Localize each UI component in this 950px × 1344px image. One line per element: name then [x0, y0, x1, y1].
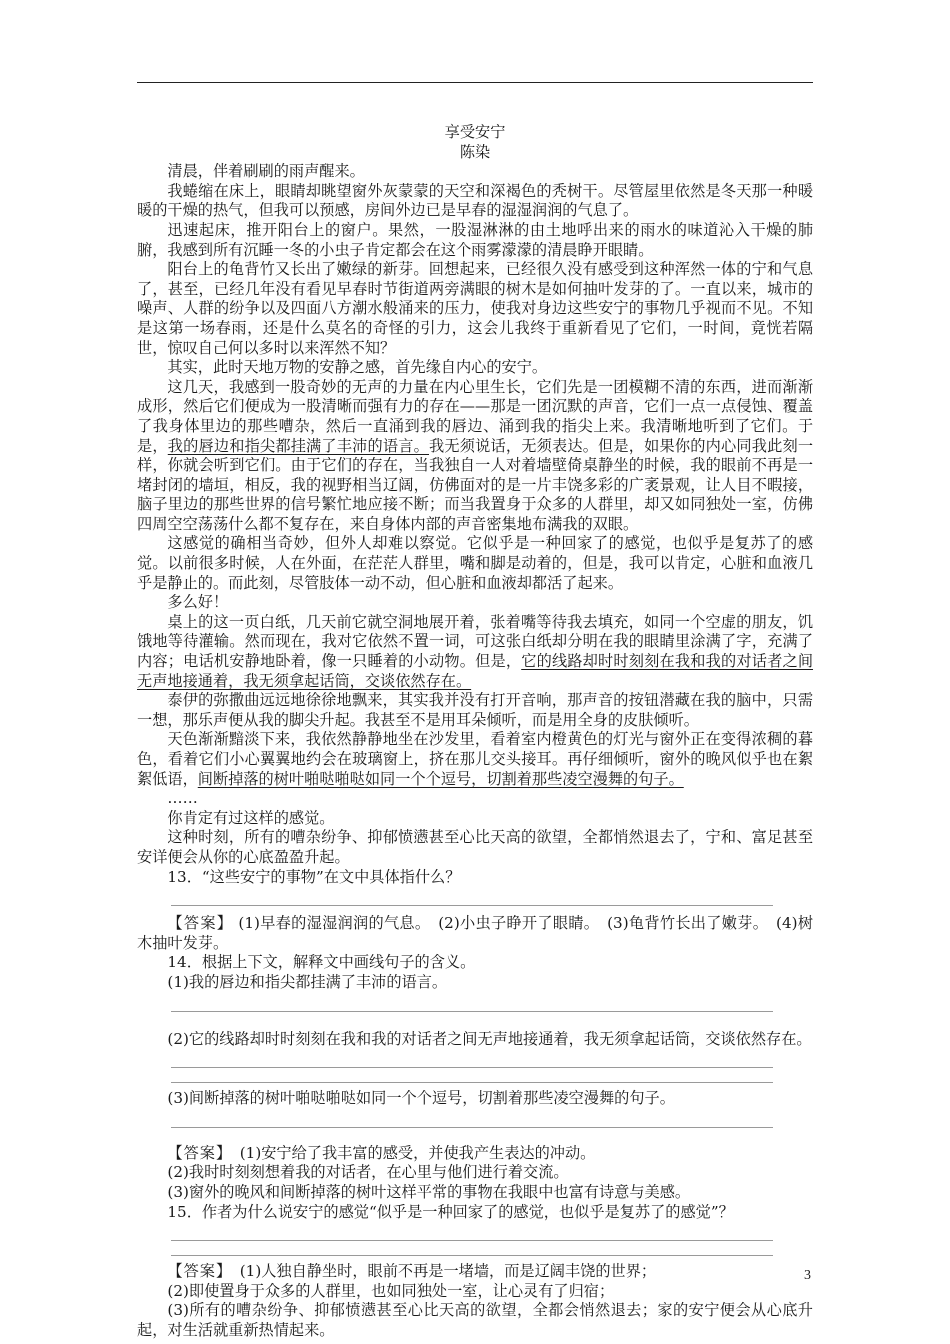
paragraph-1: 清晨，伴着刷刷的雨声醒来。 — [167, 162, 365, 181]
paragraph-4: 阳台上的龟背竹又长出了嫩绿的新芽。回想起来，已经很久没有感受到这种浑然一体的宁和气息了，甚至，已经几年没有看见早春时节街道两旁满眼的树木是如何抽叶发芽的了。一直以来，城市的噪声、人群的纷争以及四面八方潮水般涌来的压力，使我对身边这些安宁的事物几乎视而不见。不知是这第一场春雨，还是什么莫名的奇怪的引力，这会儿我终于重新看见了它们，一时间，竟恍若隔世，惊叹自己何以多时以来浑然不知？ — [137, 260, 813, 357]
answer-tag: 【答案】 — [167, 914, 234, 933]
paragraph-6-text-a: 这几天，我感到一股奇妙的无声的力量在内心里生长，它们先是一团模糊不清的东西，进而渐渐成形，然后它们便成为一股清晰而强有力的存在——那是一团沉默的声音，它们一点一点侵蚀、覆盖了我身体里边的那些嘈杂，然后一直涌到我的唇边、涌到我的指尖上来。我清晰地听到了它们。于是， — [137, 377, 813, 455]
question-15: 15．作者为什么说安宁的感觉“似乎是一种回家了的感觉，也似乎是复苏了的感觉”？ — [167, 1202, 734, 1221]
answer-14-1 — [137, 1144, 813, 1164]
paragraph-11-text-a: 天色渐渐黯淡下来，我依然静静地坐在沙发里，看着室内橙黄色的灯光与窗外正在变得浓稠的暮色，看着它们小心翼翼地约会在玻璃窗上，挤在那儿交头接耳。再仔细倾听，窗外的晚风似乎也在絮絮低语， — [137, 730, 813, 788]
paragraph-5: 其实，此时天地万物的安静之感，首先缘自内心的安宁。 — [167, 358, 548, 377]
page-number: 3 — [804, 1268, 811, 1283]
question-13: 13．“这些安宁的事物”在文中具体指什么？ — [167, 867, 461, 886]
paragraph-9 — [137, 613, 813, 691]
paragraph-7: 这感觉的确相当奇妙，但外人却难以察觉。它似乎是一种回家了的感觉，也似乎是复苏了的感觉。以前很多时候，人在外面，在茫茫人群里，嘴和脚是动着的，但是，我可以肯定，心脏和血液几乎是静止的。而此刻，尽管肢体一动不动，但心脏和血液却都活了起来。 — [137, 534, 813, 592]
answer-14-2: (2)我时时刻刻想着我的对话者，在心里与他们进行着交流。 — [167, 1163, 569, 1182]
answer-14-3: (3)窗外的晚风和间断掉落的树叶这样平常的事物在我眼中也富有诗意与美感。 — [167, 1182, 691, 1201]
answer-13-text: (1)早春的湿湿润润的气息。 (2)小虫子睁开了眼睛。 (3)龟背竹长出了嫩芽。 (4)树木抽叶发芽。 — [137, 914, 814, 952]
answer-tag: 【答案】 — [167, 1262, 225, 1281]
paragraph-6 — [137, 378, 813, 535]
article-title: 享受安宁 — [444, 123, 506, 141]
ellipsis: …… — [167, 789, 198, 808]
paragraph-2: 我蜷缩在床上，眼睛却眺望窗外灰蒙蒙的天空和深褐色的秃树干。尽管屋里依然是冬天那一种暖暖的干燥的热气，但我可以预感，房间外边已是早春的湿湿润润的气息了。 — [137, 181, 813, 220]
underlined-sentence-2: 它的线路却时时刻刻在我和我的对话者之间无声地接通着，我无须拿起话筒，交谈依然存在。 — [137, 652, 814, 690]
paragraph-10: 泰伊的弥撒曲远远地徐徐地飘来，其实我并没有打开音响，那声音的按钮潜藏在我的脑中，只需一想，那乐声便从我的脚尖升起。我甚至不是用耳朵倾听，而是用全身的皮肤倾听。 — [137, 691, 813, 729]
paragraph-13: 这种时刻，所有的嘈杂纷争、抑郁愤懑甚至心比天高的欲望，全都悄然退去了，宁和、富足甚至安详便会从你的心底盈盈升起。 — [137, 828, 813, 866]
answer-15-1-text: (1)人独自静坐时，眼前不再是一堵墙，而是辽阔丰饶的世界； — [239, 1262, 657, 1281]
answer-15-1 — [137, 1262, 813, 1282]
answer-15-3: (3)所有的嘈杂纷争、抑郁愤懑甚至心比天高的欲望，全都会悄然退去；家的安宁便会从心底升起，对生活就重新热情起来。 — [137, 1301, 813, 1339]
underlined-sentence-1: 我的唇边和指尖都挂满了丰沛的语言。 — [167, 436, 430, 455]
article-author: 陈染 — [459, 142, 491, 161]
paragraph-3: 迅速起床，推开阳台上的窗户。果然，一股湿淋淋的由土地呼出来的雨水的味道沁入干燥的肺腑，我感到所有沉睡一冬的小虫子肯定都会在这个雨雾濛濛的清晨睁开眼睛。 — [137, 220, 813, 259]
question-14-2: (2)它的线路却时时刻刻在我和我的对话者之间无声地接通着，我无须拿起话筒，交谈依然存在。 — [167, 1029, 812, 1048]
question-14-1: (1)我的唇边和指尖都挂满了丰沛的语言。 — [167, 972, 448, 991]
answer-14-1-text: (1)安宁给了我丰富的感受，并使我产生表达的冲动。 — [239, 1143, 596, 1162]
question-14-3: (3)间断掉落的树叶啪哒啪哒如同一个个逗号，切割着那些凌空漫舞的句子。 — [167, 1089, 675, 1108]
paragraph-12: 你肯定有过这样的感觉。 — [167, 808, 335, 827]
answer-tag: 【答案】 — [167, 1143, 225, 1162]
paragraph-11 — [137, 730, 813, 789]
underlined-sentence-3: 间断掉落的树叶啪哒啪哒如同一个个逗号，切割着那些凌空漫舞的句子。 — [197, 769, 684, 788]
question-14: 14．根据上下文，解释文中画线句子的含义。 — [167, 953, 476, 972]
answer-15-2: (2)即使置身于众多的人群里，也如同独处一室，让心灵有了归宿； — [167, 1281, 615, 1300]
answer-13 — [137, 914, 813, 953]
header-rule — [137, 82, 813, 83]
paragraph-9-text-a: 桌上的这一页白纸，几天前它就空洞地展开着，张着嘴等待我去填充，如同一个空虚的朋友，饥饿地等待灌输。然而现在，我对它依然不置一词，可这张白纸却分明在我的眼睛里涂满了字，充满了内容；电话机安静地卧着，像一只睡着的小动物。但是， — [137, 612, 813, 671]
paragraph-6-text-b: 我无须说话，无须表达。但是，如果你的内心同我此刻一样，你就会听到它们。由于它们的存在，当我独自一人对着墙壁倚桌静坐的时候，我的眼前不再是一堵封闭的墙垣，相反，我的视野相当辽阔，仿佛面对的是一片丰饶多彩的广袤景观，让人目不暇接，脑子里边的那些世界的信号繁忙地应接不断；而当我置身于众多的人群里，却又如同独处一室，仿佛四周空空荡荡什么都不复存在，来自身体内部的声音密集地布满我的双眼。 — [137, 436, 814, 533]
document-body — [137, 123, 813, 1340]
paragraph-8: 多么好！ — [167, 593, 229, 612]
